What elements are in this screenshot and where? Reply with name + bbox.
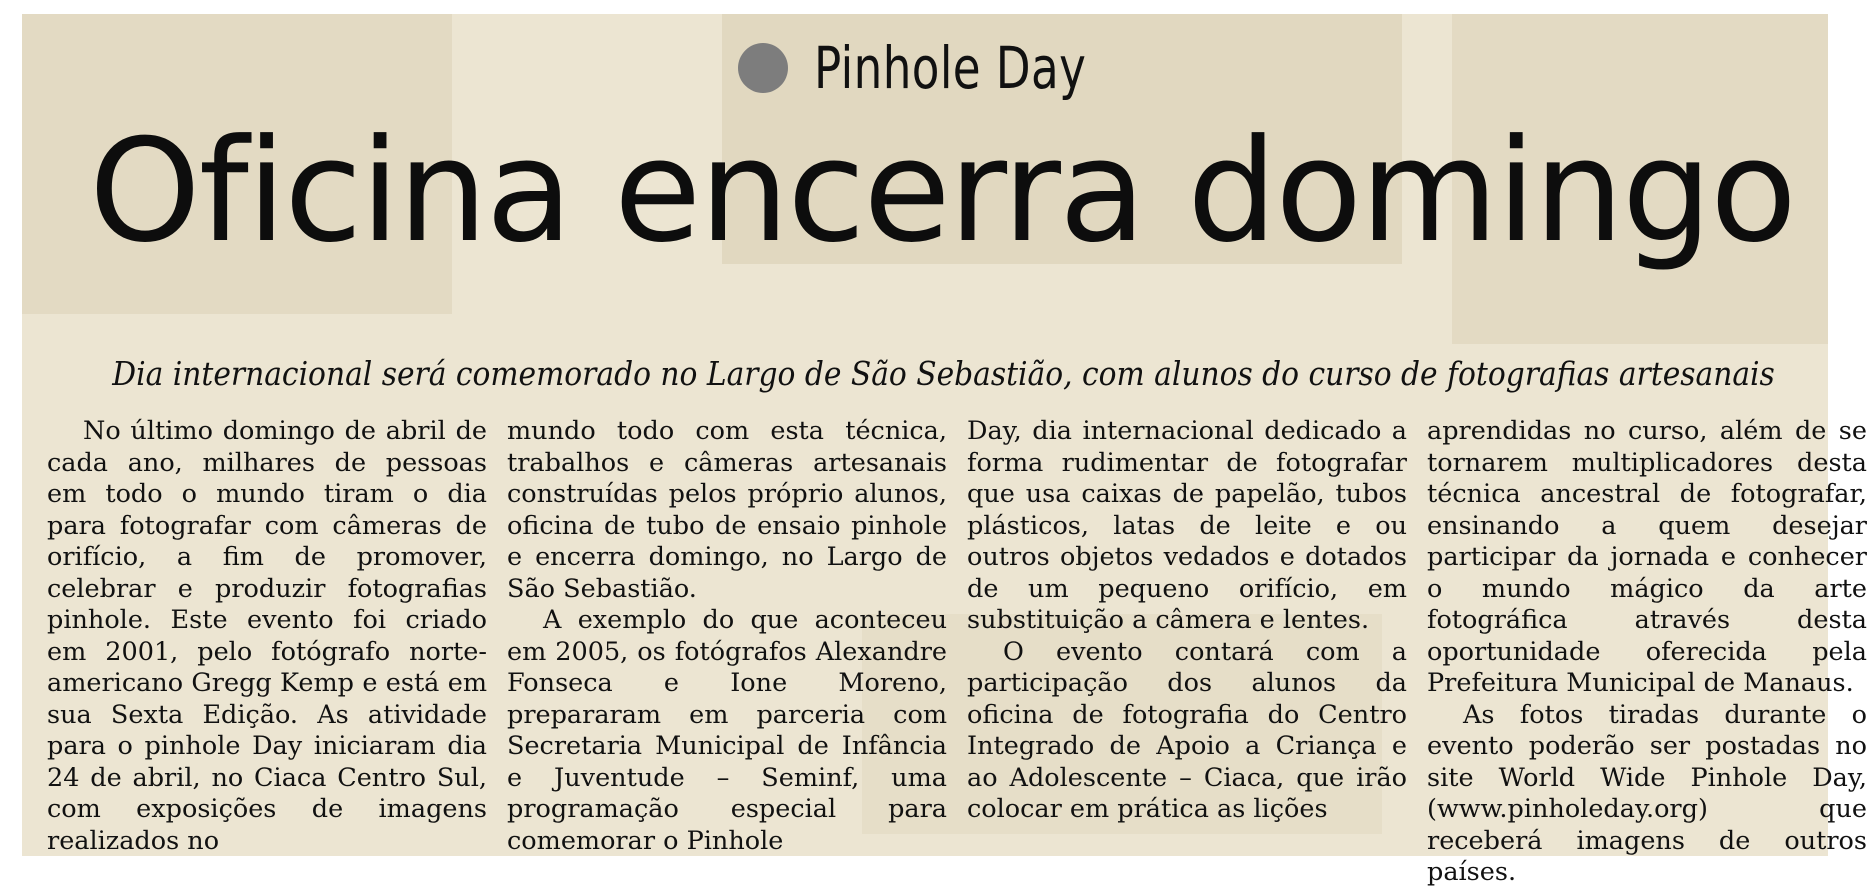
- paragraph: mundo todo com esta técnica, trabalhos e câmeras artesanais construídas pelos próprio alunos, oficina de tubo de ensaio pinhole e encerra domingo, no Largo de São Sebastião.: [507, 416, 947, 604]
- paragraph: A exemplo do que aconteceu em 2005, os fotógrafos Alexandre Fonseca e Ione Moreno, prepararam em parceria com Secretaria Municipal de Infância e Juventude – Seminf, uma programação especial para comemorar o Pinhole: [507, 605, 947, 856]
- paragraph: As fotos tiradas durante o evento poderão ser postadas no site World Wide Pinhole Day, (www.pinholeday.org) que receberá imagens de outros países.: [1427, 699, 1867, 887]
- article-column-3: [967, 416, 1407, 889]
- paragraph: aprendidas no curso, além de se tornarem multiplicadores desta técnica ancestral de fotografar, ensinando a quem desejar participar da jornada e conhecer o mundo mágico da arte fotográfica através desta oportunidade oferecida pela Prefeitura Municipal de Manaus.: [1427, 416, 1867, 698]
- article-column-4: [1427, 416, 1867, 889]
- kicker-text: Pinhole Day: [814, 34, 1087, 102]
- bullet-dot-icon: [738, 43, 788, 93]
- paragraph: O evento contará com a participação dos alunos da oficina de fotografia do Centro Integrado de Apoio a Criança e ao Adolescente – Ciaca, que irão colocar em prática as lições: [967, 636, 1407, 824]
- article-column-2: [507, 416, 947, 889]
- headline: Oficina encerra domingo: [89, 109, 1795, 274]
- paragraph: No último domingo de abril de cada ano, milhares de pessoas em todo o mundo tiram o dia para fotografar com câmeras de orifício, a fim de promover, celebrar e produzir fotografias pinhole. Este evento foi criado em 2001, pelo fotógrafo norte-americano Gregg Kemp e está em sua Sexta Edição. As atividade para o pinhole Day iniciaram dia 24 de abril, no Ciaca Centro Sul, com exposições de imagens realizados no: [47, 416, 487, 856]
- subheadline: Dia internacional será comemorado no Largo de São Sebastião, com alunos do curso de fotografias artesanais: [112, 354, 1775, 393]
- article-body: [47, 416, 1867, 889]
- article-column-1: [47, 416, 487, 889]
- paragraph: Day, dia internacional dedicado a forma rudimentar de fotografar que usa caixas de papelão, tubos plásticos, latas de leite e ou outros objetos vedados e dotados de um pequeno orifício, em substituição a câmera e lentes.: [967, 416, 1407, 635]
- newspaper-clipping: [22, 14, 1867, 887]
- section-kicker: [738, 34, 1163, 102]
